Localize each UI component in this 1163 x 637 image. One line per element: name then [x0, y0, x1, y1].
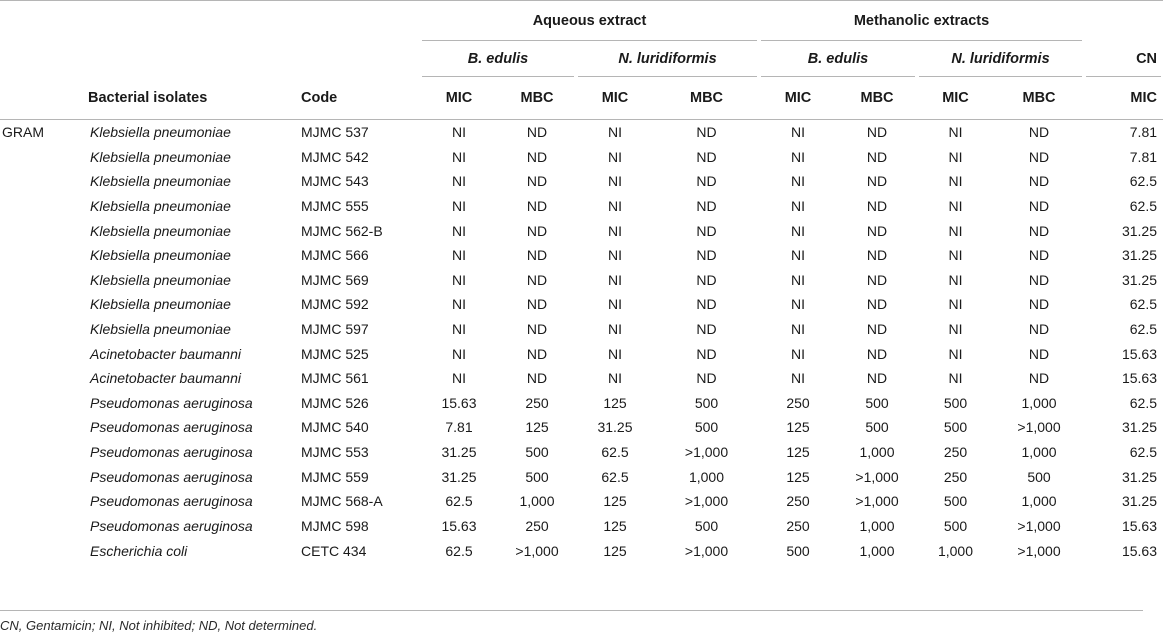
- row-category: [0, 489, 88, 514]
- row-category: [0, 292, 88, 317]
- table-row: [0, 145, 1163, 170]
- row-value: 250: [943, 444, 968, 461]
- row-value: ND: [526, 247, 548, 264]
- row-value: NI: [948, 321, 963, 338]
- row-value: 500: [694, 419, 719, 436]
- table-row: [0, 292, 1163, 317]
- row-value: ND: [696, 247, 717, 264]
- row-value: NI: [948, 148, 963, 165]
- row-cn-mic: 31.25: [1121, 222, 1158, 239]
- row-category: [0, 268, 88, 293]
- table-row: [0, 415, 1163, 440]
- row-cn-mic: 62.5: [1129, 173, 1158, 190]
- table-row: [0, 514, 1163, 539]
- row-value: NI: [948, 271, 963, 288]
- sub-header-cell: MBC: [1022, 90, 1056, 106]
- row-value: NI: [452, 222, 466, 239]
- row-code: MJMC 561: [301, 370, 369, 387]
- row-value: NI: [452, 370, 466, 387]
- species-b-edulis-aqueous: B. edulis: [420, 41, 576, 77]
- row-cn-mic: 62.5: [1129, 198, 1158, 215]
- row-code: MJMC 598: [301, 517, 369, 534]
- table-footnote: CN, Gentamicin; NI, Not inhibited; ND, Not determined.: [0, 618, 318, 633]
- row-value: 500: [943, 419, 968, 436]
- row-value: 250: [786, 394, 810, 411]
- row-organism: Klebsiella pneumoniae: [90, 321, 231, 338]
- row-value: ND: [1028, 321, 1050, 338]
- row-category: GRAM: [2, 124, 44, 141]
- row-code: MJMC 555: [301, 198, 369, 215]
- row-category: [0, 415, 88, 440]
- row-value: >1,000: [684, 543, 729, 560]
- row-code: MJMC 553: [301, 444, 369, 461]
- row-value: NI: [452, 296, 466, 313]
- row-value: 125: [603, 543, 627, 560]
- row-value: 500: [694, 517, 719, 534]
- row-cn-mic: 62.5: [1129, 444, 1158, 461]
- row-value: >1,000: [1017, 517, 1061, 534]
- row-value: ND: [1028, 296, 1050, 313]
- row-value: NI: [948, 222, 963, 239]
- row-code: MJMC 569: [301, 271, 369, 288]
- table-row: [0, 341, 1163, 366]
- row-value: ND: [526, 173, 548, 190]
- table-row: [0, 317, 1163, 342]
- row-cn-mic: 7.81: [1129, 148, 1158, 165]
- row-value: 125: [786, 444, 810, 461]
- row-value: ND: [1028, 173, 1050, 190]
- row-value: >1,000: [1017, 419, 1061, 436]
- row-organism: Klebsiella pneumoniae: [90, 173, 231, 190]
- row-value: NI: [948, 296, 963, 313]
- row-value: 1,000: [688, 468, 725, 485]
- row-category: [0, 194, 88, 219]
- row-cn-mic: 62.5: [1129, 296, 1158, 313]
- row-value: NI: [791, 247, 805, 264]
- row-value: 500: [786, 543, 810, 560]
- row-value: ND: [866, 247, 888, 264]
- row-code: MJMC 568-A: [301, 493, 383, 510]
- row-value: ND: [526, 296, 548, 313]
- row-organism: Klebsiella pneumoniae: [90, 247, 231, 264]
- row-value: 62.5: [445, 493, 473, 510]
- row-value: NI: [452, 198, 466, 215]
- row-value: NI: [791, 271, 805, 288]
- row-value: >1,000: [684, 493, 729, 510]
- row-cn-mic: 31.25: [1121, 468, 1158, 485]
- row-value: 125: [786, 468, 810, 485]
- table-row: [0, 243, 1163, 268]
- row-value: ND: [1028, 198, 1050, 215]
- sub-header-cell: MIC: [601, 90, 629, 106]
- row-value: NI: [791, 370, 805, 387]
- row-value: 31.25: [441, 468, 477, 485]
- row-category: [0, 391, 88, 416]
- row-code: MJMC 543: [301, 173, 369, 190]
- row-category: [0, 366, 88, 391]
- row-value: NI: [791, 173, 805, 190]
- row-value: NI: [452, 124, 466, 141]
- table-body: [0, 120, 1163, 571]
- row-organism: Klebsiella pneumoniae: [90, 198, 231, 215]
- row-value: ND: [1028, 247, 1050, 264]
- group-methanolic-extracts: Methanolic extracts: [759, 1, 1084, 42]
- row-value: NI: [791, 124, 805, 141]
- sub-header-cell: MIC: [445, 90, 473, 106]
- row-value: 250: [943, 468, 968, 485]
- row-value: NI: [948, 124, 963, 141]
- table-row: [0, 120, 1163, 145]
- row-value: NI: [452, 321, 466, 338]
- row-value: ND: [696, 345, 717, 362]
- row-value: ND: [696, 321, 717, 338]
- row-organism: Klebsiella pneumoniae: [90, 148, 231, 165]
- table-row: [0, 538, 1163, 570]
- row-cn-mic: 31.25: [1121, 247, 1158, 264]
- row-cn-mic: 15.63: [1121, 370, 1158, 387]
- row-code: MJMC 597: [301, 321, 369, 338]
- sub-header-cell: MIC: [1130, 90, 1158, 106]
- row-value: >1,000: [1017, 543, 1061, 560]
- row-cn-mic: 31.25: [1121, 493, 1158, 510]
- row-code: CETC 434: [301, 543, 367, 560]
- row-value: ND: [696, 124, 717, 141]
- sub-header-cell: MBC: [860, 90, 894, 106]
- row-value: NI: [608, 271, 622, 288]
- table-row: [0, 464, 1163, 489]
- row-value: 31.25: [441, 444, 477, 461]
- row-code: MJMC 562-B: [301, 222, 383, 239]
- row-value: NI: [948, 247, 963, 264]
- row-value: 31.25: [597, 419, 633, 436]
- row-code: MJMC 537: [301, 124, 369, 141]
- row-value: 250: [525, 394, 549, 411]
- row-category: [0, 145, 88, 170]
- row-value: ND: [526, 222, 548, 239]
- row-category: [0, 169, 88, 194]
- sub-header-cell: MIC: [942, 90, 969, 106]
- row-value: ND: [866, 148, 888, 165]
- row-value: 62.5: [601, 468, 629, 485]
- row-organism: Pseudomonas aeruginosa: [90, 444, 253, 461]
- row-value: 125: [525, 419, 549, 436]
- row-code: MJMC 592: [301, 296, 369, 313]
- row-category: [0, 440, 88, 465]
- table-bottom-rule: [0, 610, 1143, 611]
- row-value: ND: [1028, 222, 1050, 239]
- row-category: [0, 341, 88, 366]
- row-value: ND: [1028, 124, 1050, 141]
- row-cn-mic: 62.5: [1129, 394, 1158, 411]
- row-value: 250: [525, 517, 549, 534]
- row-value: ND: [696, 148, 717, 165]
- row-organism: Klebsiella pneumoniae: [90, 124, 231, 141]
- row-value: 1,000: [1021, 493, 1057, 510]
- row-organism: Pseudomonas aeruginosa: [90, 468, 253, 485]
- row-value: NI: [791, 222, 805, 239]
- table-row: [0, 218, 1163, 243]
- row-value: 7.81: [445, 419, 473, 436]
- row-value: ND: [526, 321, 548, 338]
- row-value: ND: [526, 148, 548, 165]
- row-value: 1,000: [859, 543, 895, 560]
- row-value: NI: [791, 345, 805, 362]
- table-header: [0, 1, 1163, 120]
- row-organism: Pseudomonas aeruginosa: [90, 419, 253, 436]
- row-value: 1,000: [519, 493, 555, 510]
- row-value: 1,000: [859, 517, 895, 534]
- row-code: MJMC 559: [301, 468, 369, 485]
- row-cn-mic: 31.25: [1121, 419, 1158, 436]
- sub-header-cell: MBC: [520, 90, 554, 106]
- row-value: NI: [608, 173, 622, 190]
- row-value: 1,000: [937, 543, 974, 560]
- row-value: NI: [791, 148, 805, 165]
- row-cn-mic: 15.63: [1121, 543, 1158, 560]
- row-value: 500: [943, 493, 968, 510]
- row-code: MJMC 526: [301, 394, 369, 411]
- row-category: [0, 218, 88, 243]
- row-value: NI: [948, 173, 963, 190]
- table-row: [0, 268, 1163, 293]
- row-value: >1,000: [855, 493, 899, 510]
- row-value: NI: [452, 345, 466, 362]
- row-cn-mic: 62.5: [1129, 321, 1158, 338]
- row-value: ND: [866, 271, 888, 288]
- row-value: NI: [608, 222, 622, 239]
- row-value: 1,000: [1021, 444, 1057, 461]
- row-cn-mic: 15.63: [1121, 345, 1158, 362]
- row-value: ND: [1028, 345, 1050, 362]
- row-value: 62.5: [445, 543, 473, 560]
- row-value: ND: [696, 271, 717, 288]
- row-value: ND: [1028, 370, 1050, 387]
- row-value: 500: [865, 394, 889, 411]
- row-value: 500: [1027, 468, 1051, 485]
- row-cn-mic: 31.25: [1121, 271, 1158, 288]
- row-value: NI: [608, 247, 622, 264]
- row-value: ND: [866, 222, 888, 239]
- row-value: NI: [452, 247, 466, 264]
- row-value: ND: [696, 370, 717, 387]
- table-row: [0, 194, 1163, 219]
- species-n-luridiformis-aqueous: N. luridiformis: [576, 41, 759, 77]
- row-value: NI: [608, 198, 622, 215]
- row-value: 125: [603, 394, 627, 411]
- row-value: NI: [948, 198, 963, 215]
- row-cn-mic: 7.81: [1129, 124, 1158, 141]
- row-value: ND: [526, 345, 548, 362]
- row-value: NI: [608, 296, 622, 313]
- row-organism: Klebsiella pneumoniae: [90, 271, 231, 288]
- row-value: ND: [696, 222, 717, 239]
- row-value: ND: [866, 173, 888, 190]
- col-code: Code: [301, 90, 338, 106]
- row-value: NI: [608, 148, 622, 165]
- species-n-luridiformis-methanolic: N. luridiformis: [917, 41, 1084, 77]
- table-row: [0, 169, 1163, 194]
- row-value: ND: [526, 370, 548, 387]
- row-value: ND: [696, 173, 717, 190]
- row-value: 125: [786, 419, 810, 436]
- row-value: NI: [948, 345, 963, 362]
- row-value: NI: [608, 345, 622, 362]
- row-organism: Escherichia coli: [90, 543, 188, 560]
- row-category: [0, 317, 88, 342]
- row-value: 125: [603, 493, 627, 510]
- row-category: [0, 514, 88, 539]
- row-organism: Pseudomonas aeruginosa: [90, 517, 253, 534]
- row-value: ND: [866, 296, 888, 313]
- row-value: ND: [696, 296, 717, 313]
- row-category: [0, 464, 88, 489]
- row-value: 15.63: [441, 517, 477, 534]
- row-value: NI: [948, 370, 963, 387]
- row-code: MJMC 525: [301, 345, 369, 362]
- col-bacterial-isolates: Bacterial isolates: [88, 90, 208, 106]
- row-value: 500: [525, 444, 549, 461]
- table-row: [0, 489, 1163, 514]
- row-value: 500: [525, 468, 549, 485]
- row-value: >1,000: [855, 468, 899, 485]
- row-organism: Acinetobacter baumanni: [90, 345, 241, 362]
- row-value: ND: [866, 345, 888, 362]
- row-code: MJMC 540: [301, 419, 369, 436]
- row-value: 500: [943, 394, 968, 411]
- row-value: NI: [452, 173, 466, 190]
- row-category: [0, 538, 88, 570]
- row-code: MJMC 542: [301, 148, 369, 165]
- row-category: [0, 243, 88, 268]
- table-row: [0, 440, 1163, 465]
- row-cn-mic: 15.63: [1121, 517, 1158, 534]
- row-value: 250: [786, 493, 810, 510]
- row-value: >1,000: [515, 543, 559, 560]
- sub-header-cell: MIC: [784, 90, 812, 106]
- row-value: 1,000: [859, 444, 895, 461]
- row-value: 500: [943, 517, 968, 534]
- row-value: >1,000: [684, 444, 729, 461]
- row-organism: Pseudomonas aeruginosa: [90, 493, 253, 510]
- row-value: NI: [791, 321, 805, 338]
- row-value: ND: [1028, 148, 1050, 165]
- row-value: NI: [452, 148, 466, 165]
- row-value: ND: [866, 321, 888, 338]
- row-value: ND: [526, 124, 548, 141]
- group-aqueous-extract: Aqueous extract: [420, 1, 759, 42]
- row-value: 500: [694, 394, 719, 411]
- row-value: 125: [603, 517, 627, 534]
- row-value: NI: [608, 124, 622, 141]
- row-value: NI: [452, 271, 466, 288]
- row-organism: Klebsiella pneumoniae: [90, 296, 231, 313]
- row-value: ND: [1028, 271, 1050, 288]
- row-value: ND: [526, 198, 548, 215]
- table-row: [0, 391, 1163, 416]
- row-value: NI: [608, 370, 622, 387]
- table-row: [0, 366, 1163, 391]
- row-value: ND: [866, 124, 888, 141]
- row-value: 250: [786, 517, 810, 534]
- row-value: ND: [866, 198, 888, 215]
- row-value: NI: [608, 321, 622, 338]
- row-value: 1,000: [1021, 394, 1057, 411]
- species-b-edulis-methanolic: B. edulis: [759, 41, 917, 77]
- cn-header: CN: [1084, 41, 1163, 77]
- row-value: 500: [865, 419, 889, 436]
- sub-header-cell: MBC: [689, 90, 724, 106]
- row-value: ND: [696, 198, 717, 215]
- row-value: ND: [866, 370, 888, 387]
- row-value: NI: [791, 198, 805, 215]
- row-code: MJMC 566: [301, 247, 369, 264]
- row-value: ND: [526, 271, 548, 288]
- row-value: 62.5: [601, 444, 629, 461]
- row-value: NI: [791, 296, 805, 313]
- row-organism: Pseudomonas aeruginosa: [90, 394, 253, 411]
- row-organism: Acinetobacter baumanni: [90, 370, 241, 387]
- row-organism: Klebsiella pneumoniae: [90, 222, 231, 239]
- row-value: 15.63: [441, 394, 477, 411]
